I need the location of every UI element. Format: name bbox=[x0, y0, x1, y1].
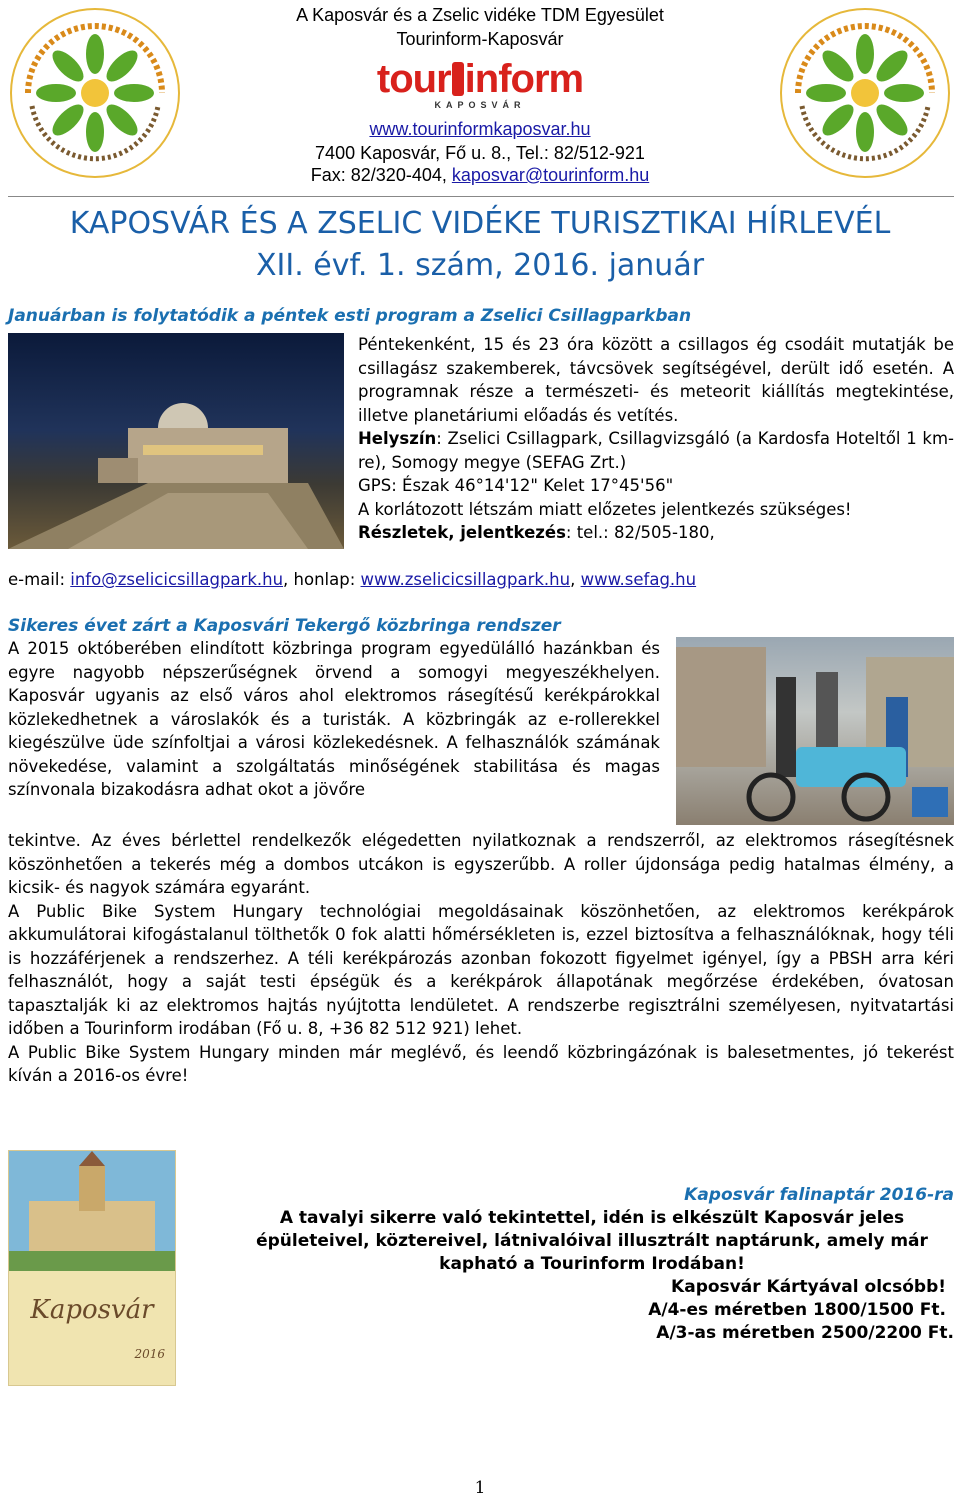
header-divider bbox=[8, 196, 954, 197]
newsletter-title: KAPOSVÁR ÉS A ZSELIC VIDÉKE TURISZTIKAI HÍRLEVÉL bbox=[69, 206, 891, 241]
calendar-cover-image bbox=[8, 1150, 176, 1386]
location-label: Helyszín bbox=[358, 429, 437, 448]
calendar-section bbox=[190, 1184, 954, 1345]
bikeshare-paragraph-1: A 2015 októberében elindított közbringa program egyedülálló hazánkban és egyre nagyobb népszerűségnek örvend a somogyi megyeszékhelyen. Kaposvár ugyanis az első város ahol elektromos rásegítésű kerékpárokkal közlekedhetnek a városlakók és a turisták. A közbringák az e-rollerekkel kiegészülve üde színfoltjai a városi közlekedésnek. A felhasználók számának növekedése, valamint a szolgáltatás minőségének stabilitása és magas színvonala bizakodásra adhat okot a jövőre bbox=[8, 639, 660, 799]
bikeshare-intro bbox=[8, 637, 660, 802]
observatory-description bbox=[358, 333, 954, 545]
info-i-icon bbox=[452, 62, 464, 96]
bikeshare-paragraph-1-cont: tekintve. Az éves bérlettel rendelkezők elégedetten nyilatkoznak a rendszerről, az elektromos rásegítésnek köszönhetően a tekerés még a dombos utcákon is egyszerűbb. A roller újdonsága pedig hatalmas élmény, a kicsik- és nagyok számára egyaránt. bbox=[8, 831, 954, 897]
newsletter-issue: XII. évf. 1. szám, 2016. január bbox=[255, 248, 705, 283]
details-label: Részletek, jelentkezés bbox=[358, 523, 566, 542]
calendar-price-a3: A/3-as méretben 2500/2200 Ft. bbox=[656, 1323, 954, 1343]
address-line: 7400 Kaposvár, Fő u. 8., Tel.: 82/512-921 bbox=[315, 143, 645, 163]
observatory-photo bbox=[8, 333, 344, 549]
bikeshare-photo bbox=[676, 637, 954, 825]
calendar-cover-title: Kaposvár bbox=[30, 1295, 154, 1325]
link-separator: , bbox=[570, 570, 581, 589]
bike-people-icon bbox=[676, 637, 954, 825]
gps-coordinates: GPS: Észak 46°14'12" Kelet 17°45'56" bbox=[358, 476, 674, 495]
bikeshare-paragraph-2: A Public Bike System Hungary technológiai megoldásainak köszönhetően, az elektromos kerékpárok akkumulátorai kifogástalanul tölthetők 0 fok alatti hőmérsékleten is, ezzel biztosítva a felhasználóknak, hogy téli is hozzáférjenek a rendszerhez. A téli kerékpározás azonban fokozott figyelmet igényel, így a PBSH arra kéri felhasználót, hogy a saját testi épségük és a kerékpárok állapotának megőrzése érdekében, óvatosan tapasztalják ki az elektromos hajtás nyújtotta lendületet. A rendszerbe regisztrálni személyesen, nyitvatartási időben a Tourinform irodában (Fő u. 8, +36 82 512 921) lehet. bbox=[8, 901, 954, 1038]
observatory-email-link[interactable]: info@zselicicsillagpark.hu bbox=[70, 570, 284, 589]
web-prefix: , honlap: bbox=[283, 570, 361, 589]
details-phone: : tel.: 82/505-180, bbox=[565, 523, 715, 542]
section-calendar-title: Kaposvár falinaptár 2016-ra bbox=[684, 1185, 954, 1205]
bikeshare-body bbox=[8, 829, 954, 1088]
tourinform-logo-inform: inform bbox=[464, 57, 584, 101]
section-observatory-title: Januárban is folytatódik a péntek esti program a Zselici Csillagparkban bbox=[8, 306, 692, 326]
observatory-paragraph: Péntekenként, 15 és 23 óra között a csillagos ég csodáit mutatják be csillagász szakemberek, távcsövek segítségével, derült idő esetén. A programnak része a természeti- és meteorit kiállítás megtekintése, illetve planetáriumi előadás és vetítés. bbox=[358, 335, 954, 425]
fax-line: Fax: 82/320-404, bbox=[310, 165, 452, 185]
website-link[interactable]: www.tourinformkaposvar.hu bbox=[369, 119, 591, 139]
email-link[interactable]: kaposvar@tourinform.hu bbox=[451, 165, 650, 185]
tourinform-logo-tour: tour bbox=[376, 57, 451, 101]
observatory-website-link[interactable]: www.zselicicsillagpark.hu bbox=[360, 570, 571, 589]
registration-notice: A korlátozott létszám miatt előzetes jelentkezés szükséges! bbox=[358, 499, 852, 519]
calendar-cover-year: 2016 bbox=[134, 1347, 165, 1361]
bikeshare-paragraph-3: A Public Bike System Hungary minden már meglévő, és leendő közbringázónak is balesetmentes, jó tekerést kíván a 2016-os évre! bbox=[8, 1042, 954, 1085]
tourinform-logo bbox=[370, 58, 590, 114]
page-number: 1 bbox=[474, 1478, 486, 1498]
calendar-price-a4: A/4-es méretben 1800/1500 Ft. bbox=[648, 1300, 946, 1320]
location-text: : Zselici Csillagpark, Csillagvizsgáló (a Kardosfa Hoteltől 1 km-re), Somogy megye (SEFAG Zrt.) bbox=[358, 429, 954, 472]
tourinform-logo-city: KAPOSVÁR bbox=[434, 100, 526, 110]
observatory-building-icon bbox=[8, 333, 344, 549]
org-name: A Kaposvár és a Zselic vidéke TDM Egyesület bbox=[296, 5, 664, 25]
sefag-website-link[interactable]: www.sefag.hu bbox=[580, 570, 697, 589]
email-prefix: e-mail: bbox=[8, 570, 71, 589]
org-subtitle: Tourinform-Kaposvár bbox=[396, 29, 564, 49]
city-hall-icon bbox=[9, 1151, 175, 1271]
observatory-contact bbox=[8, 568, 954, 592]
calendar-discount: Kaposvár Kártyával olcsóbb! bbox=[671, 1277, 946, 1297]
calendar-description: A tavalyi sikerre való tekintettel, idén is elkészült Kaposvár jeles épületeivel, köztereivel, látnivalóival illusztrált naptárunk, amely már kapható a Tourinform Irodában! bbox=[256, 1208, 928, 1274]
section-bikeshare-title: Sikeres évet zárt a Kaposvári Tekergő közbringa rendszer bbox=[8, 616, 561, 636]
